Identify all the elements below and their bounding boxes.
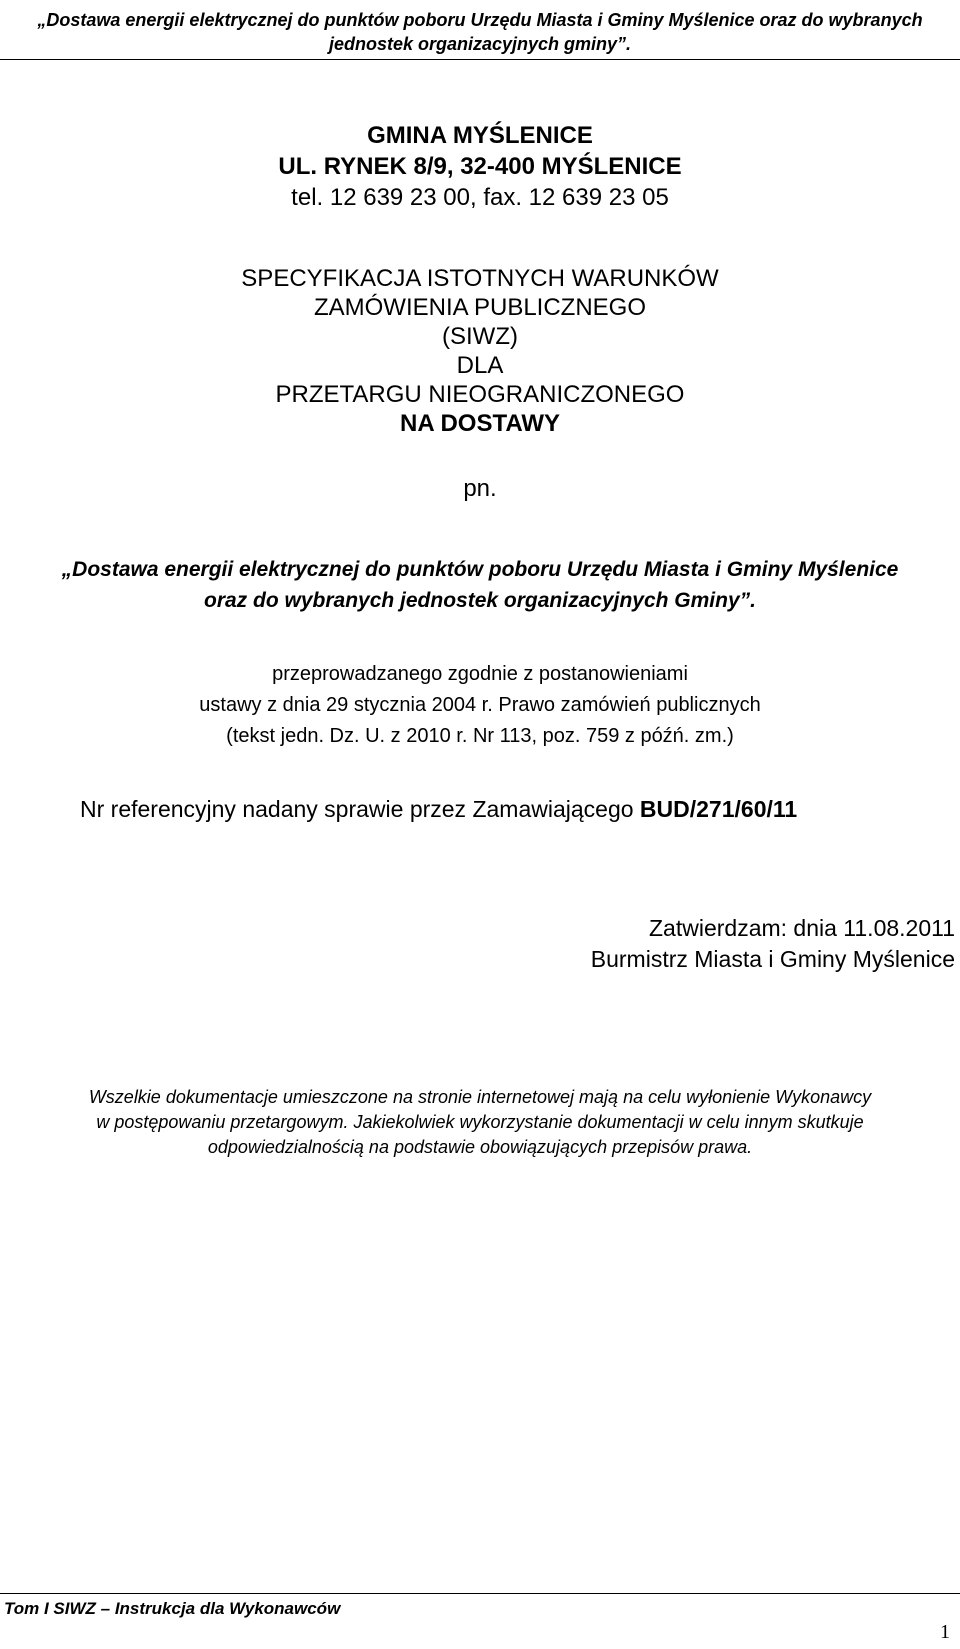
legal-line-2: ustawy z dnia 29 stycznia 2004 r. Prawo zamówień publicznych <box>199 694 761 716</box>
title-line-5: PRZETARGU NIEOGRANICZONEGO <box>275 381 685 408</box>
contract-subject <box>22 554 938 616</box>
legal-line-3: (tekst jedn. Dz. U. z 2010 r. Nr 113, poz. 759 z późń. zm.) <box>226 725 734 747</box>
running-header-line-1: „Dostawa energii elektrycznej do punktów poboru Urzędu Miasta i Gminy Myślenice oraz do wybranych <box>37 10 923 30</box>
disclaimer-line-3: odpowiedzialnością na podstawie obowiązujących przepisów prawa. <box>207 1137 753 1157</box>
authority-name: GMINA MYŚLENICE <box>367 122 593 149</box>
header-divider <box>0 59 960 60</box>
reference-number <box>80 795 880 824</box>
pn-label: pn. <box>463 475 497 502</box>
footer-label: Tom I SIWZ – Instrukcja dla Wykonawców <box>4 1599 341 1618</box>
footer-divider <box>0 1593 960 1594</box>
legal-line-1: przeprowadzanego zgodnie z postanowieniami <box>272 663 688 685</box>
document-title <box>0 264 960 438</box>
authority-phone: tel. 12 639 23 00, fax. 12 639 23 05 <box>291 184 669 211</box>
subject-line-2: oraz do wybranych jednostek organizacyjnych Gminy”. <box>204 589 756 612</box>
contracting-authority-address <box>0 120 960 213</box>
approval-signatory: Burmistrz Miasta i Gminy Myślenice <box>590 946 955 972</box>
running-header <box>22 8 938 56</box>
title-line-6: NA DOSTAWY <box>400 410 560 437</box>
approval-date: Zatwierdzam: dnia 11.08.2011 <box>649 915 955 941</box>
page-number: 1 <box>940 1621 950 1643</box>
disclaimer-line-1: Wszelkie dokumentacje umieszczone na stronie internetowej mają na celu wyłonienie Wykonawcy <box>88 1087 872 1107</box>
disclaimer <box>0 1085 960 1160</box>
legal-basis <box>0 659 960 752</box>
title-line-4: DLA <box>456 352 504 379</box>
reference-code: BUD/271/60/11 <box>639 796 798 822</box>
running-header-line-2: jednostek organizacyjnych gminy”. <box>328 34 632 54</box>
authority-street: UL. RYNEK 8/9, 32-400 MYŚLENICE <box>278 153 682 180</box>
approval-block <box>500 913 955 975</box>
title-line-3: (SIWZ) <box>442 323 518 350</box>
subject-line-1: „Dostawa energii elektrycznej do punktów poboru Urzędu Miasta i Gminy Myślenice <box>61 558 899 581</box>
title-line-1: SPECYFIKACJA ISTOTNYCH WARUNKÓW <box>241 265 719 292</box>
disclaimer-line-2: w postępowaniu przetargowym. Jakiekolwiek wykorzystanie dokumentacji w celu innym skutkuje <box>96 1112 864 1132</box>
title-line-2: ZAMÓWIENIA PUBLICZNEGO <box>313 294 647 321</box>
reference-label: Nr referencyjny nadany sprawie przez Zamawiającego <box>80 796 634 822</box>
